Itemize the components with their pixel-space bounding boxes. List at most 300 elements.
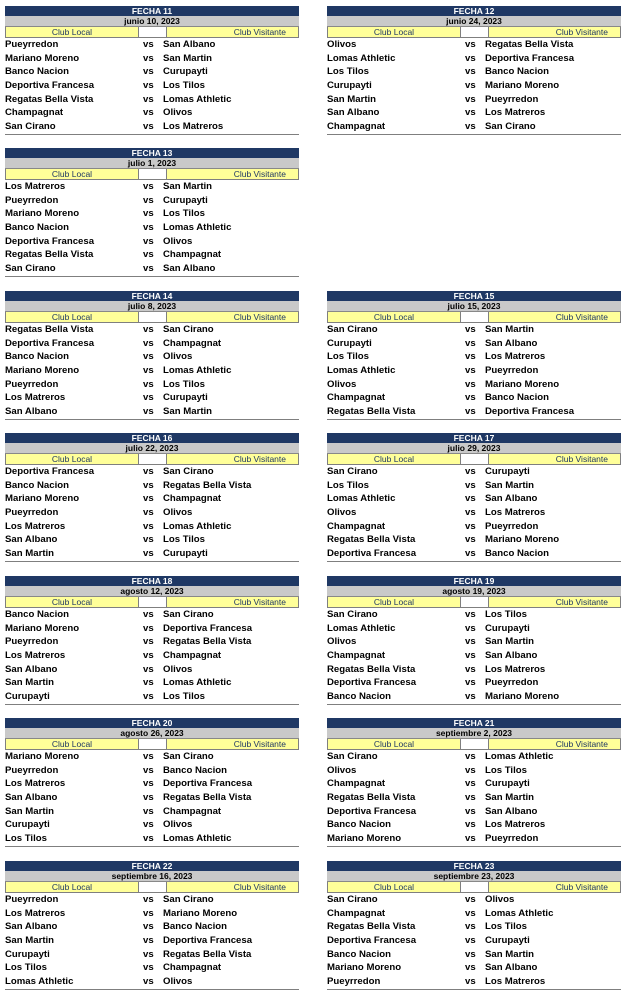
home-team: Pueyrredon: [5, 39, 59, 50]
match-row: [5, 750, 299, 764]
fecha-date: julio 1, 2023: [5, 158, 299, 169]
away-team: Olivos: [485, 894, 515, 905]
match-row: [5, 492, 299, 506]
away-team: Lomas Athletic: [163, 520, 232, 532]
fecha-title: FECHA 22: [5, 861, 299, 871]
home-team: Pueyrredon: [5, 378, 59, 390]
match-row: [327, 907, 621, 921]
vs-label: vs: [143, 948, 154, 960]
column-header-local: Club Local: [327, 312, 461, 323]
column-header-spacer: [461, 454, 488, 465]
fecha-block: [5, 291, 299, 420]
column-headers: [327, 312, 621, 323]
column-header-spacer: [461, 739, 488, 750]
match-row: [5, 649, 299, 663]
vs-label: vs: [465, 663, 476, 675]
column-header-visitor: Club Visitante: [166, 27, 299, 38]
vs-label: vs: [143, 249, 154, 261]
home-team: Mariano Moreno: [5, 751, 80, 762]
vs-label: vs: [465, 507, 476, 519]
fecha-block: [327, 861, 621, 990]
match-row: [327, 479, 621, 493]
fecha-title: FECHA 21: [327, 718, 621, 728]
fecha-title: FECHA 18: [5, 576, 299, 586]
away-team: Lomas Athletic: [163, 833, 232, 845]
match-row: [5, 180, 299, 194]
match-row: [327, 635, 621, 649]
vs-label: vs: [143, 976, 154, 988]
match-row: [5, 934, 299, 948]
away-team: Pueyrredon: [485, 520, 539, 532]
fecha-title: FECHA 17: [327, 433, 621, 443]
home-team: San Martin: [327, 93, 377, 105]
vs-label: vs: [465, 406, 476, 418]
fecha-date: septiembre 23, 2023: [327, 871, 621, 882]
vs-label: vs: [465, 52, 476, 64]
column-header-local: Club Local: [327, 739, 461, 750]
column-header-spacer: [461, 882, 488, 893]
home-team: Mariano Moreno: [327, 833, 402, 845]
vs-label: vs: [465, 677, 476, 689]
away-team: Mariano Moreno: [485, 80, 560, 92]
away-team: Deportiva Francesa: [485, 406, 575, 418]
match-row: [327, 622, 621, 636]
away-team: San Cirano: [163, 466, 214, 477]
vs-label: vs: [143, 819, 154, 831]
home-team: Champagnat: [327, 121, 386, 133]
vs-label: vs: [465, 479, 476, 491]
vs-label: vs: [143, 52, 154, 64]
vs-label: vs: [143, 66, 154, 78]
match-row: [327, 506, 621, 520]
match-row: [5, 690, 299, 705]
fecha-block: [327, 433, 621, 562]
vs-label: vs: [143, 764, 154, 776]
away-team: Curupayti: [485, 622, 530, 634]
vs-label: vs: [143, 650, 154, 662]
column-header-local: Club Local: [5, 312, 139, 323]
home-team: Banco Nacion: [5, 66, 69, 78]
vs-label: vs: [465, 962, 476, 974]
match-row: [5, 65, 299, 79]
fecha-block: [5, 433, 299, 562]
fecha-block: [327, 6, 621, 135]
vs-label: vs: [465, 691, 476, 703]
column-header-spacer: [139, 597, 166, 608]
home-team: Mariano Moreno: [5, 622, 80, 634]
away-team: Champagnat: [163, 962, 222, 974]
match-row: [5, 391, 299, 405]
vs-label: vs: [465, 466, 476, 477]
vs-label: vs: [143, 194, 154, 206]
home-team: Los Matreros: [5, 520, 66, 532]
vs-label: vs: [465, 337, 476, 349]
fecha-date: julio 29, 2023: [327, 443, 621, 454]
match-row: [5, 337, 299, 351]
column-header-spacer: [139, 27, 166, 38]
away-team: Olivos: [163, 507, 193, 519]
home-team: Champagnat: [327, 650, 386, 662]
away-team: Olivos: [163, 107, 193, 119]
home-team: Pueyrredon: [5, 764, 59, 776]
match-row: [5, 465, 299, 479]
match-row: [5, 364, 299, 378]
away-team: Curupayti: [485, 466, 530, 477]
home-team: Lomas Athletic: [327, 365, 396, 377]
column-header-visitor: Club Visitante: [488, 597, 621, 608]
away-team: Olivos: [163, 819, 193, 831]
away-team: Olivos: [163, 976, 193, 988]
away-team: Lomas Athletic: [485, 751, 554, 762]
vs-label: vs: [465, 609, 476, 620]
column-header-spacer: [139, 454, 166, 465]
away-team: Champagnat: [163, 805, 222, 817]
vs-label: vs: [143, 378, 154, 390]
home-team: Lomas Athletic: [327, 52, 396, 64]
vs-label: vs: [143, 263, 154, 275]
match-row: [5, 948, 299, 962]
fecha-date: agosto 26, 2023: [5, 728, 299, 739]
away-team: San Martin: [163, 52, 213, 64]
home-team: Banco Nacion: [5, 609, 69, 620]
column-headers: [327, 739, 621, 750]
away-team: San Albano: [163, 39, 216, 50]
match-row: [327, 791, 621, 805]
column-headers: [327, 597, 621, 608]
match-row: [5, 533, 299, 547]
away-team: San Martin: [485, 792, 535, 804]
vs-label: vs: [465, 650, 476, 662]
away-team: Deportiva Francesa: [485, 52, 575, 64]
column-headers: [327, 27, 621, 38]
away-team: Banco Nacion: [485, 66, 549, 78]
column-headers: [5, 597, 299, 608]
away-team: Champagnat: [163, 493, 222, 505]
home-team: Pueyrredon: [5, 194, 59, 206]
vs-label: vs: [465, 894, 476, 905]
home-team: San Cirano: [327, 751, 378, 762]
vs-label: vs: [143, 337, 154, 349]
column-header-spacer: [139, 312, 166, 323]
away-team: Lomas Athletic: [163, 222, 232, 234]
match-row: [327, 520, 621, 534]
match-row: [327, 106, 621, 120]
match-row: [5, 622, 299, 636]
vs-label: vs: [143, 534, 154, 546]
away-team: Pueyrredon: [485, 93, 539, 105]
fecha-date: agosto 19, 2023: [327, 586, 621, 597]
home-team: Deportiva Francesa: [327, 935, 417, 947]
vs-label: vs: [143, 466, 154, 477]
away-team: Los Tilos: [163, 534, 205, 546]
vs-label: vs: [465, 805, 476, 817]
match-row: [5, 547, 299, 562]
vs-label: vs: [143, 351, 154, 363]
column-header-visitor: Club Visitante: [488, 739, 621, 750]
home-team: Los Matreros: [5, 778, 66, 790]
fecha-block: [327, 291, 621, 420]
match-row: [5, 920, 299, 934]
match-row: [327, 663, 621, 677]
away-team: Curupayti: [163, 548, 208, 560]
fecha-block: [327, 576, 621, 705]
match-row: [5, 221, 299, 235]
column-header-local: Club Local: [5, 597, 139, 608]
column-header-spacer: [139, 739, 166, 750]
match-row: [5, 805, 299, 819]
match-row: [5, 235, 299, 249]
home-team: Curupayti: [5, 691, 50, 703]
match-row: [327, 323, 621, 337]
fecha-block: [5, 576, 299, 705]
away-team: Los Matreros: [485, 351, 546, 363]
vs-label: vs: [465, 764, 476, 776]
home-team: San Cirano: [327, 894, 378, 905]
match-row: [5, 764, 299, 778]
home-team: Los Matreros: [5, 650, 66, 662]
away-team: San Martin: [485, 324, 535, 335]
column-header-local: Club Local: [5, 169, 139, 180]
vs-label: vs: [143, 392, 154, 404]
home-team: Mariano Moreno: [327, 962, 402, 974]
home-team: Los Matreros: [5, 181, 66, 192]
away-team: San Martin: [163, 181, 213, 192]
fecha-title: FECHA 16: [5, 433, 299, 443]
away-team: Los Tilos: [485, 921, 527, 933]
match-row: [5, 520, 299, 534]
match-row: [5, 120, 299, 135]
column-header-local: Club Local: [5, 882, 139, 893]
home-team: San Martin: [5, 935, 55, 947]
vs-label: vs: [143, 636, 154, 648]
fecha-block: [5, 718, 299, 847]
fecha-block: [327, 718, 621, 847]
home-team: Pueyrredon: [5, 894, 59, 905]
away-team: Mariano Moreno: [163, 907, 238, 919]
vs-label: vs: [143, 677, 154, 689]
away-team: Olivos: [163, 663, 193, 675]
match-row: [327, 750, 621, 764]
home-team: Curupayti: [5, 948, 50, 960]
home-team: Pueyrredon: [5, 507, 59, 519]
home-team: Olivos: [327, 507, 357, 519]
match-row: [327, 690, 621, 705]
home-team: Lomas Athletic: [5, 976, 74, 988]
vs-label: vs: [143, 833, 154, 845]
home-team: Regatas Bella Vista: [327, 792, 416, 804]
fecha-title: FECHA 13: [5, 148, 299, 158]
away-team: Los Matreros: [485, 976, 546, 988]
away-team: San Cirano: [163, 894, 214, 905]
vs-label: vs: [143, 222, 154, 234]
vs-label: vs: [143, 493, 154, 505]
vs-label: vs: [143, 792, 154, 804]
home-team: Regatas Bella Vista: [5, 249, 94, 261]
match-row: [5, 194, 299, 208]
column-headers: [5, 739, 299, 750]
vs-label: vs: [465, 907, 476, 919]
home-team: Mariano Moreno: [5, 52, 80, 64]
away-team: Curupayti: [485, 778, 530, 790]
home-team: Lomas Athletic: [327, 493, 396, 505]
match-row: [327, 337, 621, 351]
column-headers: [5, 312, 299, 323]
match-row: [327, 79, 621, 93]
away-team: Los Matreros: [163, 121, 224, 133]
home-team: Los Tilos: [5, 833, 47, 845]
fecha-title: FECHA 11: [5, 6, 299, 16]
home-team: Los Tilos: [5, 962, 47, 974]
home-team: Mariano Moreno: [5, 365, 80, 377]
match-row: [327, 777, 621, 791]
vs-label: vs: [465, 636, 476, 648]
away-team: Champagnat: [163, 337, 222, 349]
column-header-spacer: [461, 312, 488, 323]
home-team: Banco Nacion: [327, 948, 391, 960]
match-row: [5, 79, 299, 93]
match-row: [5, 676, 299, 690]
home-team: Deportiva Francesa: [5, 80, 95, 92]
home-team: Curupayti: [327, 337, 372, 349]
column-header-local: Club Local: [327, 597, 461, 608]
home-team: San Martin: [5, 548, 55, 560]
home-team: Champagnat: [327, 778, 386, 790]
home-team: San Cirano: [327, 609, 378, 620]
home-team: San Cirano: [5, 263, 56, 275]
match-row: [5, 506, 299, 520]
fecha-title: FECHA 19: [327, 576, 621, 586]
vs-label: vs: [465, 80, 476, 92]
vs-label: vs: [465, 935, 476, 947]
match-row: [5, 975, 299, 990]
match-row: [327, 975, 621, 990]
match-row: [327, 492, 621, 506]
vs-label: vs: [143, 751, 154, 762]
column-header-local: Club Local: [327, 27, 461, 38]
vs-label: vs: [143, 907, 154, 919]
away-team: Los Tilos: [485, 609, 527, 620]
match-row: [327, 391, 621, 405]
home-team: Olivos: [327, 764, 357, 776]
away-team: San Martin: [163, 406, 213, 418]
vs-label: vs: [465, 392, 476, 404]
vs-label: vs: [465, 365, 476, 377]
vs-label: vs: [143, 894, 154, 905]
away-team: Banco Nacion: [485, 392, 549, 404]
match-row: [327, 65, 621, 79]
vs-label: vs: [143, 365, 154, 377]
vs-label: vs: [465, 493, 476, 505]
vs-label: vs: [143, 507, 154, 519]
column-header-visitor: Club Visitante: [166, 312, 299, 323]
match-row: [327, 378, 621, 392]
vs-label: vs: [143, 962, 154, 974]
away-team: Deportiva Francesa: [163, 935, 253, 947]
column-header-visitor: Club Visitante: [166, 454, 299, 465]
fecha-title: FECHA 23: [327, 861, 621, 871]
vs-label: vs: [143, 805, 154, 817]
fecha-date: julio 22, 2023: [5, 443, 299, 454]
home-team: Banco Nacion: [327, 691, 391, 703]
vs-label: vs: [465, 921, 476, 933]
home-team: Deportiva Francesa: [5, 466, 95, 477]
vs-label: vs: [143, 622, 154, 634]
home-team: Los Matreros: [5, 907, 66, 919]
away-team: Los Tilos: [163, 691, 205, 703]
away-team: Curupayti: [163, 194, 208, 206]
fecha-block: [5, 148, 299, 277]
vs-label: vs: [143, 235, 154, 247]
away-team: Banco Nacion: [485, 548, 549, 560]
column-header-spacer: [461, 597, 488, 608]
away-team: San Martin: [485, 948, 535, 960]
column-header-spacer: [139, 882, 166, 893]
vs-label: vs: [143, 520, 154, 532]
match-row: [5, 405, 299, 420]
away-team: Banco Nacion: [163, 764, 227, 776]
away-team: Olivos: [163, 351, 193, 363]
away-team: Los Matreros: [485, 107, 546, 119]
match-row: [5, 832, 299, 847]
vs-label: vs: [143, 921, 154, 933]
away-team: Los Matreros: [485, 507, 546, 519]
away-team: Los Tilos: [485, 764, 527, 776]
home-team: San Albano: [5, 921, 58, 933]
match-row: [327, 350, 621, 364]
home-team: Regatas Bella Vista: [5, 93, 94, 105]
column-headers: [327, 454, 621, 465]
vs-label: vs: [465, 976, 476, 988]
match-row: [327, 93, 621, 107]
vs-label: vs: [465, 819, 476, 831]
away-team: Pueyrredon: [485, 833, 539, 845]
match-row: [327, 533, 621, 547]
vs-label: vs: [465, 66, 476, 78]
away-team: San Cirano: [163, 609, 214, 620]
away-team: Olivos: [163, 235, 193, 247]
home-team: Deportiva Francesa: [327, 548, 417, 560]
fecha-date: junio 24, 2023: [327, 16, 621, 27]
away-team: Deportiva Francesa: [163, 622, 253, 634]
home-team: Lomas Athletic: [327, 622, 396, 634]
home-team: Champagnat: [5, 107, 64, 119]
column-header-spacer: [461, 27, 488, 38]
vs-label: vs: [465, 351, 476, 363]
away-team: Pueyrredon: [485, 365, 539, 377]
column-header-visitor: Club Visitante: [166, 597, 299, 608]
vs-label: vs: [465, 751, 476, 762]
vs-label: vs: [143, 406, 154, 418]
away-team: Lomas Athletic: [163, 677, 232, 689]
match-row: [5, 479, 299, 493]
away-team: Regatas Bella Vista: [485, 39, 574, 50]
column-header-local: Club Local: [327, 454, 461, 465]
home-team: Curupayti: [5, 819, 50, 831]
home-team: Olivos: [327, 39, 357, 50]
home-team: Regatas Bella Vista: [327, 663, 416, 675]
home-team: Champagnat: [327, 907, 386, 919]
column-header-local: Club Local: [5, 739, 139, 750]
away-team: San Albano: [485, 962, 538, 974]
home-team: Los Tilos: [327, 479, 369, 491]
home-team: Regatas Bella Vista: [327, 921, 416, 933]
vs-label: vs: [143, 80, 154, 92]
away-team: San Cirano: [163, 751, 214, 762]
match-row: [327, 405, 621, 420]
away-team: Lomas Athletic: [163, 93, 232, 105]
column-header-local: Club Local: [327, 882, 461, 893]
vs-label: vs: [143, 691, 154, 703]
